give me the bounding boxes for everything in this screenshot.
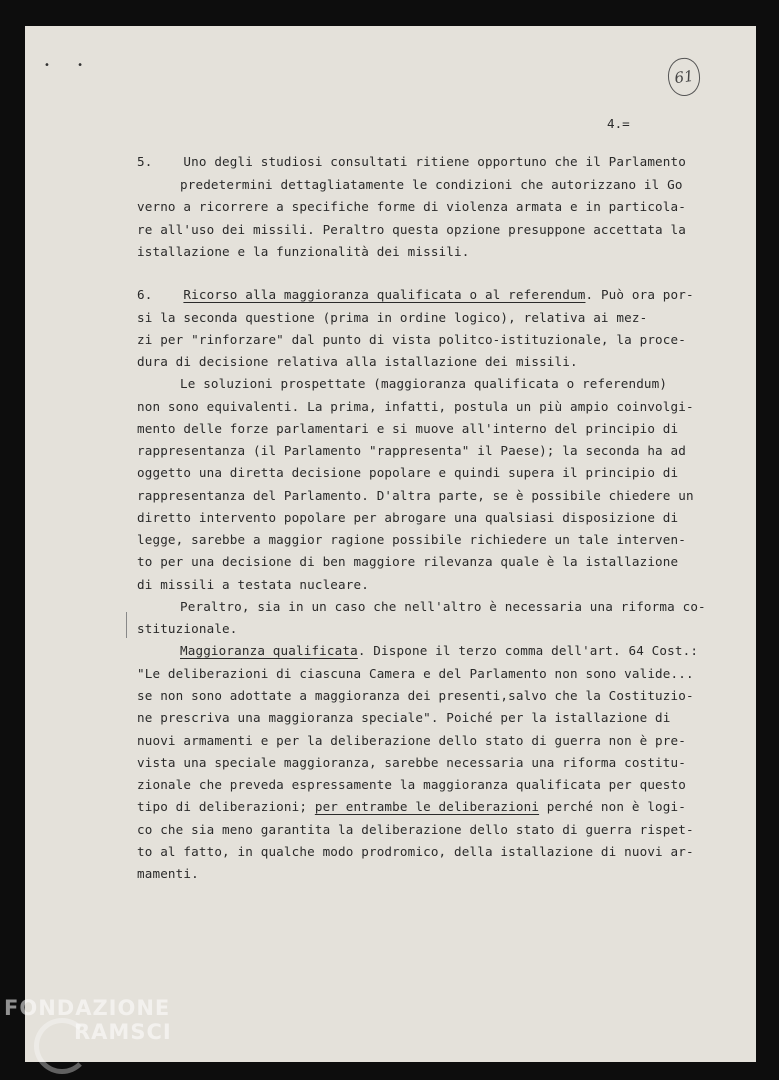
underlined-heading: Maggioranza qualificata	[180, 643, 358, 658]
text-line	[180, 643, 698, 659]
text-segment: perché non è logi-	[539, 799, 686, 814]
text-line	[137, 354, 578, 370]
text-segment: zionale che preveda espressamente la maggioranza qualificata per questo	[137, 777, 686, 792]
text-segment: . Può ora por-	[585, 287, 694, 302]
text-line	[137, 532, 686, 548]
text-line	[137, 710, 671, 726]
text-segment: re all'uso dei missili. Peraltro questa opzione presuppone accettata la	[137, 222, 686, 237]
text-line	[137, 421, 678, 437]
text-line	[137, 399, 694, 415]
underlined-heading: per entrambe le deliberazioni	[314, 799, 540, 814]
text-line	[137, 154, 686, 170]
text-line	[137, 488, 694, 504]
text-segment: non sono equivalenti. La prima, infatti, postula un più ampio coinvolgi-	[137, 399, 694, 414]
text-segment: dura di decisione relativa alla istallazione dei missili.	[137, 354, 578, 369]
text-line	[180, 376, 667, 392]
page-number: 4.=	[607, 116, 630, 131]
text-segment: rappresentanza (il Parlamento "rappresenta" il Paese); la seconda ha ad	[137, 443, 686, 458]
text-line	[137, 244, 469, 260]
text-line	[137, 733, 686, 749]
text-line	[137, 554, 678, 570]
text-segment: mamenti.	[137, 866, 199, 881]
text-segment: se non sono adottate a maggioranza dei presenti,salvo che la Costituzio-	[137, 688, 694, 703]
text-segment: "Le deliberazioni di ciascuna Camera e del Parlamento non sono valide...	[137, 666, 694, 681]
text-line	[137, 666, 694, 682]
text-line	[137, 310, 647, 326]
text-segment: vista una speciale maggioranza, sarebbe necessaria una riforma costitu-	[137, 755, 686, 770]
text-segment: diretto intervento popolare per abrogare una qualsiasi disposizione di	[137, 510, 679, 525]
text-line	[137, 822, 694, 838]
text-line	[137, 688, 694, 704]
text-segment: mento delle forze parlamentari e si muove all'interno del principio di	[137, 421, 679, 436]
text-line	[137, 199, 686, 215]
text-line	[137, 510, 678, 526]
text-line	[137, 621, 238, 637]
text-segment: tipo di deliberazioni;	[137, 799, 315, 814]
text-segment: rappresentanza del Parlamento. D'altra parte, se è possibile chiedere un	[137, 488, 694, 503]
text-line	[137, 799, 686, 815]
text-segment: oggetto una diretta decisione popolare e quindi supera il principio di	[137, 465, 679, 480]
text-segment: di missili a testata nucleare.	[137, 577, 369, 592]
text-segment: predetermini dettagliatamente le condizioni che autorizzano il Go	[180, 177, 683, 192]
text-line	[137, 755, 686, 771]
text-segment: 6.	[137, 287, 184, 302]
text-line	[137, 777, 686, 793]
fondazione-gramsci-watermark	[4, 996, 172, 1044]
text-segment: . Dispone il terzo comma dell'art. 64 Cost.:	[357, 643, 699, 658]
text-segment: 5. Uno degli studiosi consultati ritiene opportuno che il Parlamento	[137, 154, 686, 169]
text-segment: Peraltro, sia in un caso che nell'altro è necessaria una riforma co-	[180, 599, 706, 614]
watermark-line-1: FONDAZIONE	[4, 996, 171, 1020]
text-line	[137, 332, 686, 348]
punch-marks: • •	[44, 60, 95, 71]
text-line	[137, 443, 686, 459]
margin-pencil-mark	[126, 612, 127, 638]
text-line	[137, 577, 369, 593]
text-line	[180, 177, 683, 193]
text-line	[137, 866, 199, 882]
text-segment: Le soluzioni prospettate (maggioranza qualificata o referendum)	[180, 376, 668, 391]
text-segment: istallazione e la funzionalità dei missili.	[137, 244, 470, 259]
text-line	[137, 287, 694, 303]
underlined-heading: Ricorso alla maggioranza qualificata o al referendum	[183, 287, 586, 302]
text-segment: to per una decisione di ben maggiore rilevanza quale è la istallazione	[137, 554, 679, 569]
text-line	[137, 222, 686, 238]
archive-page-stamp: 61	[666, 56, 703, 98]
text-line	[137, 465, 678, 481]
text-segment: nuovi armamenti e per la deliberazione dello stato di guerra non è pre-	[137, 733, 686, 748]
text-segment: legge, sarebbe a maggior ragione possibile richiedere un tale interven-	[137, 532, 686, 547]
text-line	[137, 844, 694, 860]
text-segment: si la seconda questione (prima in ordine logico), relativa ai mez-	[137, 310, 648, 325]
text-segment: stituzionale.	[137, 621, 238, 636]
watermark-line-2: RAMSCI	[74, 1020, 172, 1044]
text-segment: zi per "rinforzare" dal punto di vista politco-istituzionale, la proce-	[137, 332, 686, 347]
text-line	[180, 599, 706, 615]
text-segment: verno a ricorrere a specifiche forme di violenza armata e in particola-	[137, 199, 686, 214]
text-segment: co che sia meno garantita la deliberazione dello stato di guerra rispet-	[137, 822, 694, 837]
text-segment: to al fatto, in qualche modo prodromico, della istallazione di nuovi ar-	[137, 844, 694, 859]
text-segment: ne prescriva una maggioranza speciale". Poiché per la istallazione di	[137, 710, 671, 725]
